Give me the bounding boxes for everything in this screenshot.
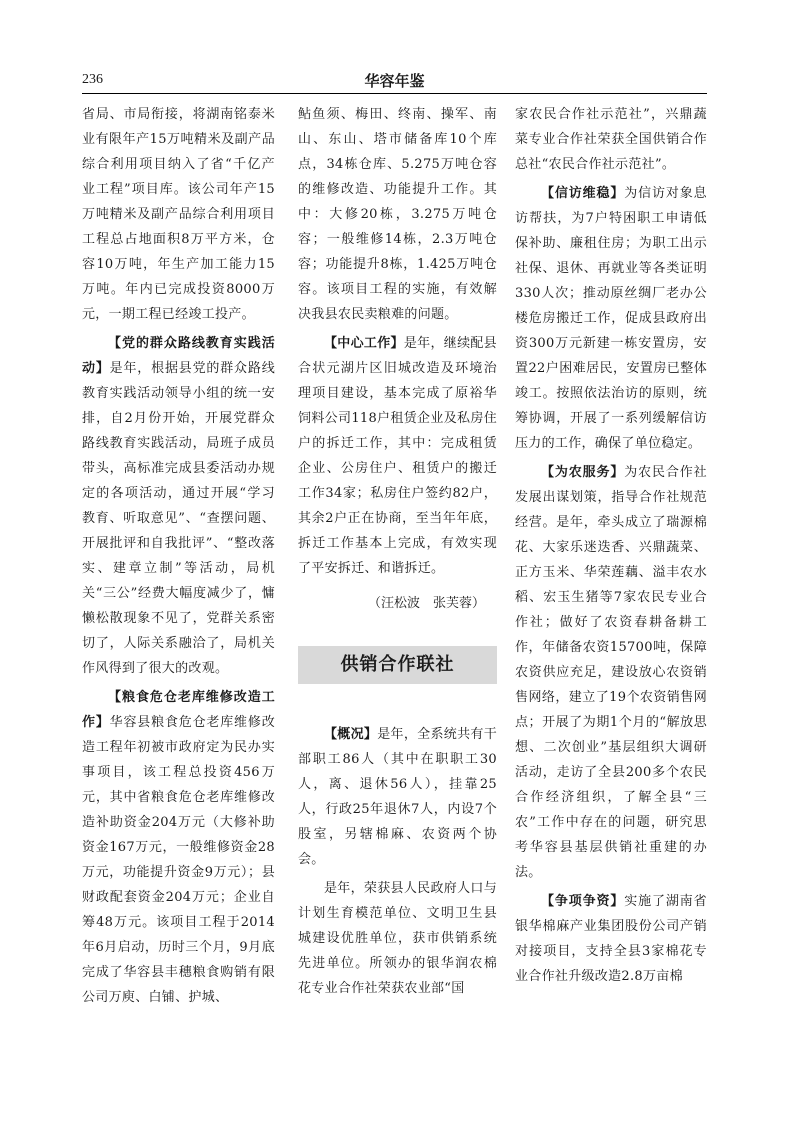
section-keyword: 【中心工作】 (324, 336, 404, 351)
paragraph (82, 331, 275, 681)
section-keyword: 【粮食危仓老库维修改造工作】 (82, 690, 275, 730)
paragraph-text: 实施了湖南省银华棉麻产业集团股份公司产销对接项目，支持全县3家棉花专业合作社升级改造2.8万亩棉 (515, 894, 707, 984)
paragraph-text: 是年，根据县党的群众路线教育实践活动领导小组的统一安排，自2月份开始，开展党群众路线教育实践活动，局班子成员带头，高标准完成县委活动办规定的各项活动，通过开展“学习教育、听取意见”、“查摆问题、开展批评和自我批评”、“整改落实、建章立制”等活动，局机关“三公”经费大幅度减少了，慵懒松散现象不见了，党群关系密切了，人际关系融洽了，局机关作风得到了很大的改观。 (82, 361, 275, 676)
column-1 (82, 102, 275, 1014)
author-signature: （汪松波 张芙蓉） (367, 596, 485, 611)
paragraph (298, 722, 497, 872)
section-keyword: 【信访维稳】 (541, 186, 625, 201)
paragraph: 鲇鱼须、梅田、终南、操军、南山、东山、塔市储备库10个库点，34栋仓库、5.275万吨仓容的维修改造、功能提升工作。其中：大修20栋，3.275万吨仓容；一般维修14栋，2.3万吨仓容；功能提升8栋，1.425万吨仓容。该项目工程的实施，有效解决我县农民卖粮难的问题。 (298, 107, 497, 322)
running-title: 华容年鉴 (364, 72, 425, 90)
section-keyword: 【党的群众路线教育实践活动】 (82, 336, 275, 376)
paragraph (515, 460, 707, 885)
paragraph (515, 889, 707, 989)
paragraph-text: 是年，全系统共有干部职工86人（其中在职职工30人，离、退休56人），挂靠25人，行政25年退休7人，内设7个股室，另辖棉麻、农资两个协会。 (298, 727, 497, 867)
paragraph-text: 是年，继续配县合状元湖片区旧城改造及环境治理项目建设，基本完成了原裕华饲料公司118户租赁企业及私房住户的拆迁工作，其中：完成租赁企业、公房住户、租赁户的搬迁工作34家；私房住户签约82户，其余2户正在协商，至当年年底，拆迁工作基本上完成，有效实现了平安拆迁、和谐拆迁。 (298, 336, 497, 576)
paragraph (298, 331, 497, 581)
paragraph: 是年，荣获县人民政府人口与计划生育模范单位、文明卫生县城建设优胜单位，获市供销系统先进单位。所领办的银华润农棉花专业合作社荣获农业部“国 (298, 881, 497, 996)
paragraph-text: 为信访对象息访帮扶，为7户特困职工申请低保补助、廉租住房；为职工出示社保、退休、再就业等各类证明330人次；推动原丝绸厂老办公楼危房搬迁工作，促成县政府出资300万元新建一栋安置房，安置22户困难居民，安置房已整体竣工。按照依法治访的原则，统筹协调，开展了一系列缓解信访压力的工作，确保了单位稳定。 (515, 186, 707, 451)
section-title: 供销合作联社 (298, 646, 497, 684)
header-rule (82, 93, 707, 94)
paragraph (515, 181, 707, 456)
column-2 (298, 102, 497, 1005)
section-keyword: 【概况】 (324, 727, 378, 742)
section-keyword: 【为农服务】 (541, 465, 625, 480)
section-keyword: 【争项争资】 (541, 894, 625, 909)
paragraph-text: 为农民合作社发展出谋划策，指导合作社规范经营。是年，牵头成立了瑞源棉花、大家乐迷迭香、兴鼎蔬菜、正方玉米、华荣莲藕、溢丰农水稻、宏玉生猪等7家农民专业合作社；做好了农资春耕备耕工作，年储备农资15700吨，保障农资供应充足，建设放心农资销售网络，建立了19个农资销售网点；开展了为期1个月的“解放思想、二次创业”基层组织大调研活动，走访了全县200多个农民合作经济组织，了解全县“三农”工作中存在的问题，研究思考华容县基层供销社重建的办法。 (515, 465, 707, 880)
paragraph-text: 华容县粮食危仓老库维修改造工程年初被市政府定为民办实事项目，该工程总投资456万元，其中省粮食危仓老库维修改造补助资金204万元（大修补助资金167万元，一般维修资金28万元，功能提升资金9万元）；县财政配套资金204万元；企业自筹48万元。该项目工程于2014年6月启动，历时三个月，9月底完成了华容县丰穗粮食购销有限公司万庾、白铺、护城、 (82, 715, 275, 1005)
paragraph: 省局、市局衔接，将湖南铭泰米业有限年产15万吨精米及副产品综合利用项目纳入了省“千亿产业工程”项目库。该公司年产15万吨精米及副产品综合利用项目工程总占地面积8万平方米，仓容10万吨，年生产加工能力15万吨。年内已完成投资8000万元，一期工程已经竣工投产。 (82, 107, 275, 322)
paragraph (82, 685, 275, 1010)
paragraph: 家农民合作社示范社”，兴鼎蔬菜专业合作社荣获全国供销合作总社“农民合作社示范社”。 (515, 107, 707, 172)
page-number: 236 (82, 72, 103, 87)
page-header (82, 70, 707, 92)
column-3 (515, 102, 707, 993)
